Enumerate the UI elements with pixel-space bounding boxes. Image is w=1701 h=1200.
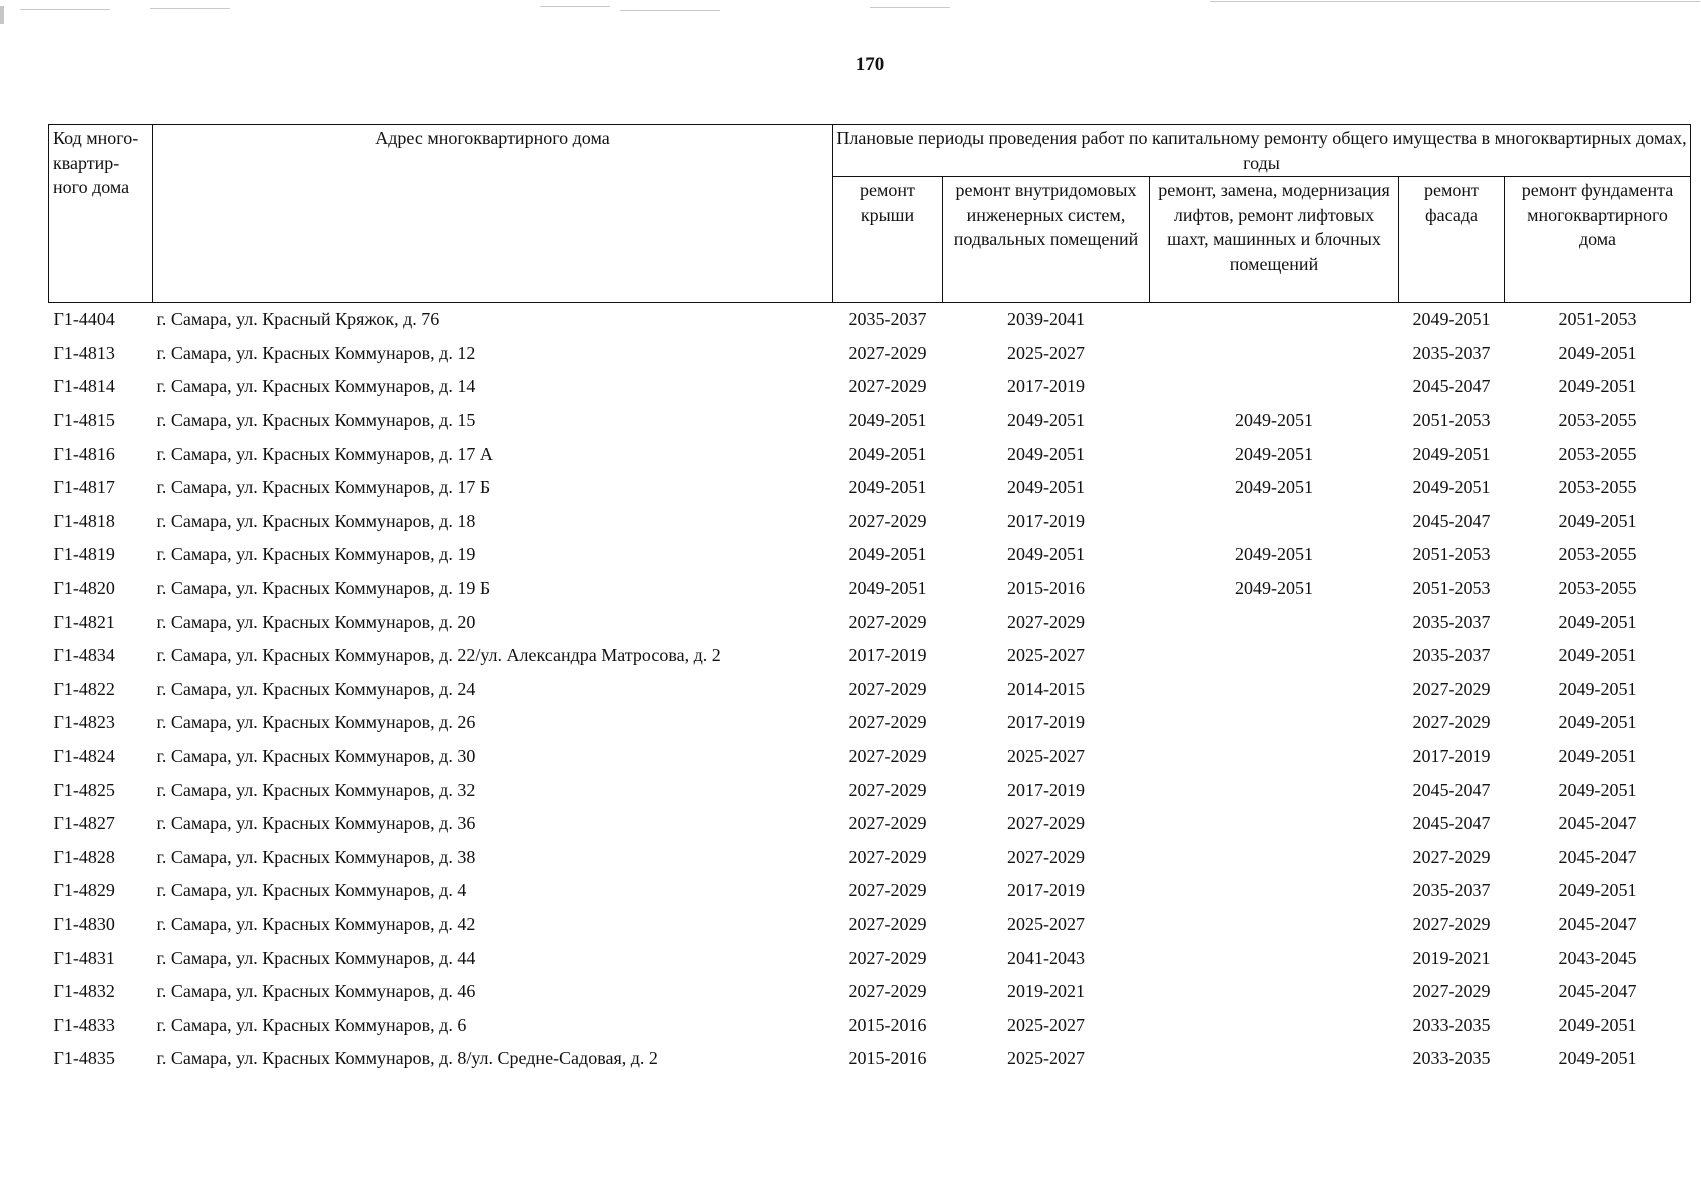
cell-engineering: 2049-2051 [1007,443,1085,464]
cell-engineering: 2049-2051 [1007,477,1085,498]
cell-roof: 2027-2029 [848,510,927,531]
cell-address: г. Самара, ул. Красных Коммунаров, д. 4 [156,880,467,901]
table-row [49,471,1691,505]
cell-roof: 2049-2051 [848,544,927,565]
cell-lifts [1150,975,1399,1009]
cell-foundation: 2049-2051 [1558,746,1637,767]
cell-code: Г1-4822 [53,678,115,699]
cell-code: Г1-4820 [53,578,115,599]
cell-roof: 2049-2051 [848,578,927,599]
cell-foundation: 2051-2053 [1558,309,1637,330]
table-row [49,505,1691,539]
cell-roof: 2027-2029 [848,746,927,767]
cell-foundation: 2045-2047 [1558,981,1637,1002]
cell-engineering: 2025-2027 [1007,913,1085,934]
cell-code: Г1-4815 [53,410,115,431]
repair-schedule-table [48,124,1691,1076]
cell-facade: 2019-2021 [1412,947,1491,968]
cell-foundation: 2049-2051 [1558,779,1637,800]
cell-facade: 2035-2037 [1412,342,1491,363]
cell-facade: 2049-2051 [1412,443,1491,464]
cell-lifts [1150,370,1399,404]
header-code: Код много-квартир-ного дома [49,125,153,303]
cell-lifts [1150,605,1399,639]
table-row [49,605,1691,639]
cell-foundation: 2045-2047 [1558,846,1637,867]
cell-facade: 2045-2047 [1412,510,1491,531]
cell-roof: 2049-2051 [848,410,927,431]
cell-facade: 2033-2035 [1412,1014,1491,1035]
cell-facade: 2051-2053 [1412,410,1491,431]
page-number: 170 [855,54,885,75]
cell-address: г. Самара, ул. Красных Коммунаров, д. 18 [156,510,476,531]
cell-facade: 2017-2019 [1412,746,1491,767]
cell-roof: 2027-2029 [848,913,927,934]
cell-lifts [1150,639,1399,673]
cell-facade: 2035-2037 [1412,611,1491,632]
cell-facade: 2027-2029 [1412,981,1491,1002]
header-planned-periods: Плановые периоды проведения работ по капитальному ремонту общего имущества в многоквартирных домах, годы [833,125,1691,177]
cell-roof: 2027-2029 [848,846,927,867]
cell-lifts [1150,1008,1399,1042]
table-row [49,975,1691,1009]
cell-roof: 2035-2037 [848,309,927,330]
cell-roof: 2027-2029 [848,947,927,968]
cell-engineering: 2014-2015 [1007,678,1085,699]
header-engineering: ремонт внутридомовых инженерных систем, подвальных помещений [943,177,1150,303]
cell-foundation: 2049-2051 [1558,1014,1637,1035]
cell-foundation: 2049-2051 [1558,510,1637,531]
cell-address: г. Самара, ул. Красных Коммунаров, д. 42 [156,913,476,934]
cell-code: Г1-4819 [53,544,115,565]
cell-address: г. Самара, ул. Красный Кряжок, д. 76 [156,309,440,330]
table-row [49,639,1691,673]
cell-engineering: 2017-2019 [1007,779,1085,800]
cell-foundation: 2045-2047 [1558,813,1637,834]
table-row [49,538,1691,572]
cell-facade: 2045-2047 [1412,779,1491,800]
cell-foundation: 2053-2055 [1558,443,1637,464]
cell-code: Г1-4404 [53,309,115,330]
cell-lifts [1150,706,1399,740]
cell-engineering: 2017-2019 [1007,880,1085,901]
table-row [49,807,1691,841]
cell-engineering: 2025-2027 [1007,746,1085,767]
cell-address: г. Самара, ул. Красных Коммунаров, д. 38 [156,846,476,867]
cell-code: Г1-4834 [53,645,115,666]
cell-address: г. Самара, ул. Красных Коммунаров, д. 8/ул. Средне-Садовая, д. 2 [156,1048,658,1069]
cell-lifts [1150,505,1399,539]
cell-address: г. Самара, ул. Красных Коммунаров, д. 30 [156,746,476,767]
cell-address: г. Самара, ул. Красных Коммунаров, д. 12 [156,342,476,363]
table-row [49,874,1691,908]
cell-code: Г1-4816 [53,443,115,464]
scan-noise [0,0,1701,30]
cell-code: Г1-4821 [53,611,115,632]
cell-lifts [1150,874,1399,908]
cell-foundation: 2049-2051 [1558,376,1637,397]
cell-foundation: 2049-2051 [1558,645,1637,666]
cell-foundation: 2049-2051 [1558,1048,1637,1069]
cell-code: Г1-4833 [53,1014,115,1035]
cell-facade: 2035-2037 [1412,645,1491,666]
cell-lifts [1150,1042,1399,1076]
cell-lifts [1150,908,1399,942]
cell-lifts [1150,841,1399,875]
cell-lifts [1150,773,1399,807]
cell-address: г. Самара, ул. Красных Коммунаров, д. 24 [156,678,476,699]
cell-facade: 2051-2053 [1412,544,1491,565]
cell-lifts [1150,941,1399,975]
cell-code: Г1-4832 [53,981,115,1002]
cell-roof: 2017-2019 [848,645,927,666]
table-row [49,437,1691,471]
table-row [49,1042,1691,1076]
cell-facade: 2049-2051 [1412,477,1491,498]
cell-address: г. Самара, ул. Красных Коммунаров, д. 14 [156,376,476,397]
cell-roof: 2027-2029 [848,342,927,363]
table-row [49,303,1691,337]
cell-engineering: 2041-2043 [1007,947,1085,968]
cell-roof: 2027-2029 [848,981,927,1002]
table-header [49,125,1691,303]
table-row [49,773,1691,807]
cell-roof: 2027-2029 [848,779,927,800]
cell-facade: 2033-2035 [1412,1048,1491,1069]
cell-facade: 2027-2029 [1412,678,1491,699]
cell-foundation: 2053-2055 [1558,477,1637,498]
cell-foundation: 2053-2055 [1558,410,1637,431]
cell-roof: 2015-2016 [848,1014,927,1035]
cell-roof: 2027-2029 [848,813,927,834]
cell-lifts [1150,740,1399,774]
table-row [49,706,1691,740]
cell-address: г. Самара, ул. Красных Коммунаров, д. 17 А [156,443,493,464]
cell-lifts [1150,337,1399,371]
cell-roof: 2027-2029 [848,712,927,733]
cell-code: Г1-4823 [53,712,115,733]
cell-code: Г1-4824 [53,746,115,767]
cell-code: Г1-4825 [53,779,115,800]
cell-lifts: 2049-2051 [1235,410,1313,431]
cell-lifts: 2049-2051 [1235,477,1313,498]
cell-code: Г1-4829 [53,880,115,901]
cell-engineering: 2015-2016 [1007,578,1085,599]
cell-foundation: 2053-2055 [1558,578,1637,599]
cell-address: г. Самара, ул. Красных Коммунаров, д. 44 [156,947,476,968]
cell-facade: 2027-2029 [1412,913,1491,934]
cell-engineering: 2017-2019 [1007,510,1085,531]
cell-roof: 2049-2051 [848,443,927,464]
cell-code: Г1-4813 [53,342,115,363]
table-row [49,337,1691,371]
cell-facade: 2027-2029 [1412,846,1491,867]
cell-engineering: 2025-2027 [1007,342,1085,363]
cell-engineering: 2017-2019 [1007,376,1085,397]
table-row [49,740,1691,774]
cell-roof: 2027-2029 [848,678,927,699]
header-foundation: ремонт фундамента многоквартирного дома [1505,177,1691,303]
cell-roof: 2049-2051 [848,477,927,498]
cell-facade: 2035-2037 [1412,880,1491,901]
cell-engineering: 2027-2029 [1007,611,1085,632]
cell-address: г. Самара, ул. Красных Коммунаров, д. 19 [156,544,476,565]
header-lifts: ремонт, замена, модернизация лифтов, ремонт лифтовых шахт, машинных и блочных помещений [1150,177,1399,303]
cell-engineering: 2049-2051 [1007,544,1085,565]
cell-roof: 2027-2029 [848,611,927,632]
cell-engineering: 2027-2029 [1007,813,1085,834]
cell-code: Г1-4814 [53,376,115,397]
table-row [49,370,1691,404]
cell-engineering: 2017-2019 [1007,712,1085,733]
cell-foundation: 2053-2055 [1558,544,1637,565]
cell-facade: 2051-2053 [1412,578,1491,599]
cell-engineering: 2049-2051 [1007,410,1085,431]
cell-address: г. Самара, ул. Красных Коммунаров, д. 6 [156,1014,467,1035]
cell-foundation: 2049-2051 [1558,880,1637,901]
cell-engineering: 2025-2027 [1007,645,1085,666]
cell-code: Г1-4828 [53,846,115,867]
cell-address: г. Самара, ул. Красных Коммунаров, д. 32 [156,779,476,800]
cell-roof: 2015-2016 [848,1048,927,1069]
cell-code: Г1-4817 [53,477,115,498]
cell-engineering: 2027-2029 [1007,846,1085,867]
header-roof: ремонт крыши [833,177,943,303]
cell-lifts [1150,303,1399,337]
cell-engineering: 2025-2027 [1007,1014,1085,1035]
table-row [49,1008,1691,1042]
cell-address: г. Самара, ул. Красных Коммунаров, д. 36 [156,813,476,834]
cell-lifts: 2049-2051 [1235,443,1313,464]
cell-address: г. Самара, ул. Красных Коммунаров, д. 22/ул. Александра Матросова, д. 2 [156,645,721,666]
cell-foundation: 2049-2051 [1558,342,1637,363]
cell-code: Г1-4827 [53,813,115,834]
table-body [49,303,1691,1076]
cell-lifts: 2049-2051 [1235,544,1313,565]
cell-lifts: 2049-2051 [1235,578,1313,599]
header-facade: ремонт фасада [1399,177,1505,303]
cell-code: Г1-4835 [53,1048,115,1069]
cell-address: г. Самара, ул. Красных Коммунаров, д. 26 [156,712,476,733]
cell-engineering: 2019-2021 [1007,981,1085,1002]
cell-roof: 2027-2029 [848,880,927,901]
cell-facade: 2049-2051 [1412,309,1491,330]
table-row [49,572,1691,606]
header-address: Адрес многоквартирного дома [153,125,833,303]
table-row [49,673,1691,707]
cell-foundation: 2049-2051 [1558,712,1637,733]
cell-lifts [1150,673,1399,707]
cell-roof: 2027-2029 [848,376,927,397]
cell-code: Г1-4818 [53,510,115,531]
cell-foundation: 2045-2047 [1558,913,1637,934]
cell-engineering: 2025-2027 [1007,1048,1085,1069]
cell-address: г. Самара, ул. Красных Коммунаров, д. 46 [156,981,476,1002]
cell-engineering: 2039-2041 [1007,309,1085,330]
cell-foundation: 2049-2051 [1558,678,1637,699]
cell-address: г. Самара, ул. Красных Коммунаров, д. 17 Б [156,477,491,498]
table-row [49,404,1691,438]
cell-code: Г1-4830 [53,913,115,934]
cell-code: Г1-4831 [53,947,115,968]
cell-foundation: 2043-2045 [1558,947,1637,968]
cell-address: г. Самара, ул. Красных Коммунаров, д. 15 [156,410,476,431]
cell-facade: 2045-2047 [1412,813,1491,834]
cell-foundation: 2049-2051 [1558,611,1637,632]
cell-facade: 2045-2047 [1412,376,1491,397]
cell-address: г. Самара, ул. Красных Коммунаров, д. 20 [156,611,476,632]
cell-facade: 2027-2029 [1412,712,1491,733]
header-row-top [49,125,1691,177]
table-row [49,941,1691,975]
cell-address: г. Самара, ул. Красных Коммунаров, д. 19 Б [156,578,491,599]
table-row [49,841,1691,875]
table-row [49,908,1691,942]
cell-lifts [1150,807,1399,841]
